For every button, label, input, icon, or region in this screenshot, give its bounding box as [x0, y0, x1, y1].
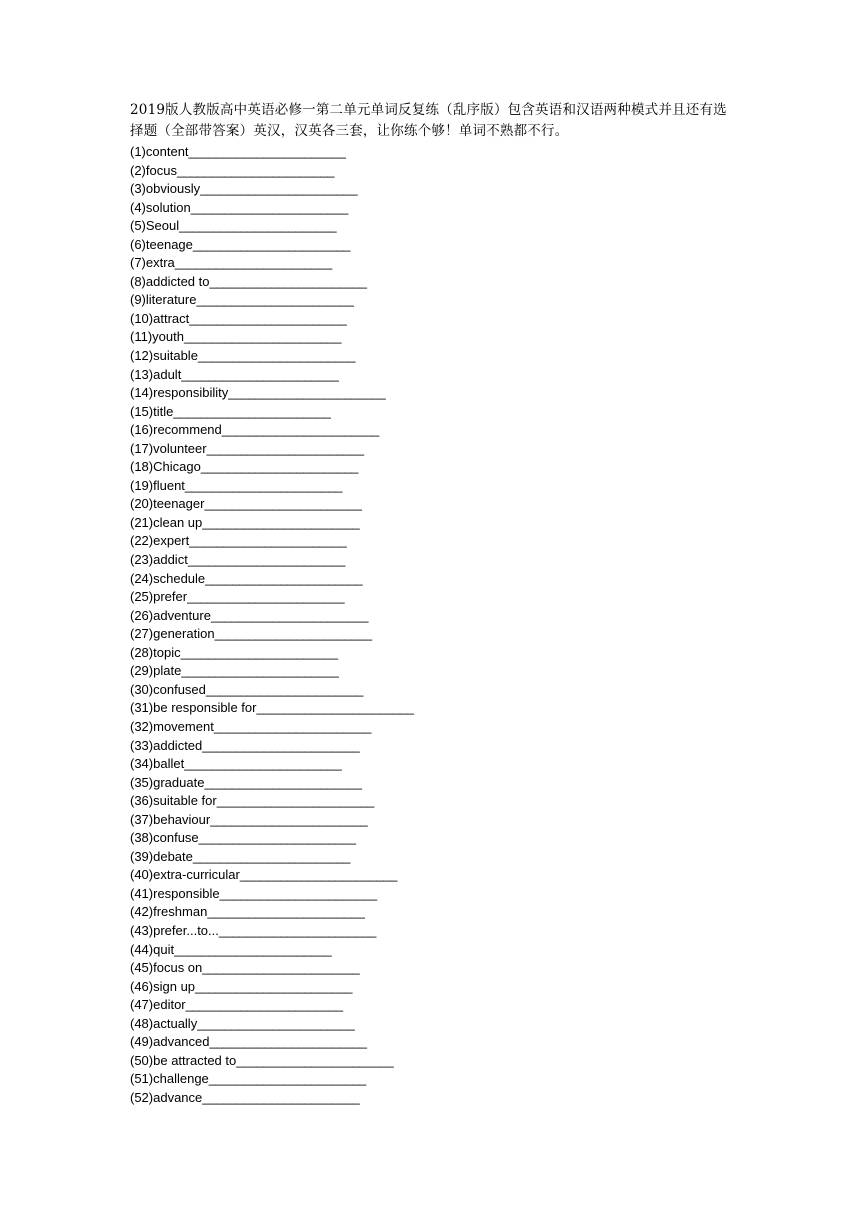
vocabulary-word: (49)advanced	[130, 1034, 210, 1050]
vocabulary-word: (42)freshman	[130, 904, 208, 920]
vocabulary-item	[130, 848, 740, 867]
answer-blank: _______________________	[207, 904, 365, 920]
vocabulary-item	[130, 885, 740, 904]
vocabulary-word: (45)focus on	[130, 960, 203, 976]
vocabulary-word: (18)Chicago	[130, 459, 201, 475]
vocabulary-word: (51)challenge	[130, 1071, 209, 1087]
vocabulary-item	[130, 532, 740, 551]
answer-blank: _______________________	[210, 811, 368, 827]
answer-blank: _______________________	[209, 273, 367, 289]
vocabulary-item	[130, 607, 740, 626]
vocabulary-word: (1)content	[130, 144, 189, 159]
vocabulary-item	[130, 811, 740, 830]
vocabulary-word: (25)prefer	[130, 589, 188, 605]
vocabulary-word: (7)extra	[130, 255, 175, 271]
vocabulary-item	[130, 477, 740, 496]
answer-blank: _______________________	[173, 403, 331, 419]
vocabulary-word: (10)attract	[130, 310, 190, 326]
answer-blank: _______________________	[176, 162, 335, 178]
vocabulary-word: (2)focus	[130, 162, 177, 178]
answer-blank: _______________________	[204, 774, 362, 790]
vocabulary-item	[130, 792, 740, 811]
vocabulary-word: (8)addicted to	[130, 273, 210, 289]
vocabulary-word: (16)recommend	[130, 422, 222, 438]
vocabulary-item	[130, 774, 740, 793]
vocabulary-item	[130, 384, 740, 403]
vocabulary-item	[130, 625, 740, 644]
vocabulary-item	[130, 236, 740, 255]
vocabulary-word: (30)confused	[130, 681, 206, 697]
vocabulary-word: (20)teenager	[130, 496, 205, 512]
vocabulary-word: (50)be attracted to	[130, 1052, 237, 1068]
vocabulary-item	[130, 662, 740, 681]
vocabulary-item	[130, 217, 740, 236]
vocabulary-word: (34)ballet	[130, 756, 185, 772]
answer-blank: _______________________	[200, 181, 358, 197]
vocabulary-word: (32)movement	[130, 718, 214, 734]
vocabulary-word: (37)behaviour	[130, 811, 211, 827]
answer-blank: _______________________	[208, 1071, 366, 1087]
vocabulary-list	[130, 143, 740, 1107]
vocabulary-item	[130, 903, 740, 922]
answer-blank: _______________________	[180, 644, 338, 660]
vocabulary-item	[130, 366, 740, 385]
vocabulary-word: (17)volunteer	[130, 440, 207, 456]
vocabulary-item	[130, 440, 740, 459]
vocabulary-word: (27)generation	[130, 626, 215, 642]
vocabulary-item	[130, 755, 740, 774]
vocabulary-word: (21)clean up	[130, 514, 203, 530]
vocabulary-item	[130, 941, 740, 960]
vocabulary-item	[130, 1033, 740, 1052]
vocabulary-item	[130, 421, 740, 440]
answer-blank: _______________________	[174, 941, 332, 957]
vocabulary-word: (47)editor	[130, 997, 186, 1013]
vocabulary-word: (46)sign up	[130, 978, 196, 994]
answer-blank: _______________________	[181, 366, 339, 382]
vocabulary-item	[130, 514, 740, 533]
vocabulary-item	[130, 495, 740, 514]
answer-blank: _______________________	[202, 1089, 360, 1105]
vocabulary-item	[130, 829, 740, 848]
vocabulary-word: (35)graduate	[130, 774, 205, 790]
vocabulary-item	[130, 291, 740, 310]
vocabulary-item	[130, 737, 740, 756]
answer-blank: _______________________	[183, 329, 342, 345]
answer-blank: _______________________	[188, 144, 346, 159]
vocabulary-word: (39)debate	[130, 848, 193, 864]
vocabulary-item	[130, 922, 740, 941]
answer-blank: _______________________	[197, 348, 356, 364]
vocabulary-word: (33)addicted	[130, 737, 203, 753]
vocabulary-word: (43)prefer...to...	[130, 922, 219, 938]
vocabulary-word: (38)confuse	[130, 830, 199, 846]
answer-blank: _______________________	[189, 533, 347, 549]
document-page	[130, 100, 740, 1107]
answer-blank: _______________________	[216, 793, 374, 809]
vocabulary-word: (28)topic	[130, 644, 181, 660]
vocabulary-item	[130, 1089, 740, 1108]
answer-blank: _______________________	[195, 978, 353, 994]
answer-blank: _______________________	[174, 255, 332, 271]
answer-blank: _______________________	[187, 552, 345, 568]
vocabulary-word: (3)obviously	[130, 181, 201, 197]
answer-blank: _______________________	[202, 737, 360, 753]
vocabulary-word: (29)plate	[130, 663, 182, 679]
answer-blank: _______________________	[209, 1034, 367, 1050]
answer-blank: _______________________	[239, 867, 397, 883]
vocabulary-word: (15)title	[130, 403, 174, 419]
vocabulary-word: (44)quit	[130, 941, 175, 957]
answer-blank: _______________________	[179, 218, 337, 234]
vocabulary-word: (52)advance	[130, 1089, 203, 1105]
vocabulary-item	[130, 699, 740, 718]
vocabulary-item	[130, 996, 740, 1015]
vocabulary-item	[130, 570, 740, 589]
vocabulary-item	[130, 180, 740, 199]
answer-blank: _______________________	[210, 607, 369, 623]
answer-blank: _______________________	[205, 681, 363, 697]
vocabulary-item	[130, 718, 740, 737]
vocabulary-item	[130, 866, 740, 885]
answer-blank: _______________________	[206, 440, 364, 456]
vocabulary-word: (14)responsibility	[130, 385, 229, 401]
vocabulary-item	[130, 681, 740, 700]
answer-blank: _______________________	[192, 236, 350, 252]
vocabulary-item	[130, 254, 740, 273]
vocabulary-item	[130, 347, 740, 366]
vocabulary-item	[130, 978, 740, 997]
vocabulary-word: (22)expert	[130, 533, 190, 549]
answer-blank: _______________________	[181, 663, 339, 679]
vocabulary-item	[130, 273, 740, 292]
answer-blank: _______________________	[202, 960, 360, 976]
vocabulary-item	[130, 162, 740, 181]
answer-blank: _______________________	[228, 385, 386, 401]
document-heading: 2019版人教版高中英语必修一第二单元单词反复练（乱序版）包含英语和汉语两种模式并且还有选择题（全部带答案）英汉，汉英各三套，让你练个够！单词不熟都不行。	[130, 102, 727, 139]
vocabulary-item	[130, 143, 740, 162]
answer-blank: _______________________	[200, 459, 358, 475]
answer-blank: _______________________	[204, 496, 362, 512]
vocabulary-word: (48)actually	[130, 1015, 198, 1031]
answer-blank: _______________________	[184, 477, 343, 493]
vocabulary-item	[130, 588, 740, 607]
vocabulary-word: (9)literature	[130, 292, 197, 308]
answer-blank: _______________________	[192, 848, 350, 864]
vocabulary-word: (5)Seoul	[130, 218, 180, 234]
answer-blank: _______________________	[214, 626, 372, 642]
vocabulary-item	[130, 551, 740, 570]
answer-blank: _______________________	[196, 292, 354, 308]
answer-blank: _______________________	[218, 922, 376, 938]
answer-blank: _______________________	[205, 570, 363, 586]
vocabulary-word: (6)teenage	[130, 236, 193, 252]
vocabulary-word: (12)suitable	[130, 348, 198, 364]
vocabulary-item	[130, 199, 740, 218]
vocabulary-word: (23)addict	[130, 552, 188, 568]
answer-blank: _______________________	[187, 589, 345, 605]
answer-blank: _______________________	[197, 1015, 355, 1031]
answer-blank: _______________________	[236, 1052, 394, 1068]
vocabulary-word: (41)responsible	[130, 885, 220, 901]
vocabulary-word: (40)extra-curricular	[130, 867, 240, 883]
answer-blank: _______________________	[185, 997, 343, 1013]
answer-blank: _______________________	[221, 422, 379, 438]
vocabulary-item	[130, 644, 740, 663]
vocabulary-word: (19)fluent	[130, 477, 185, 493]
vocabulary-item	[130, 458, 740, 477]
vocabulary-word: (4)solution	[130, 199, 191, 215]
answer-blank: _______________________	[219, 885, 377, 901]
answer-blank: _______________________	[198, 830, 356, 846]
answer-blank: _______________________	[202, 514, 360, 530]
answer-blank: _______________________	[213, 718, 371, 734]
vocabulary-item	[130, 1015, 740, 1034]
vocabulary-item	[130, 310, 740, 329]
vocabulary-item	[130, 328, 740, 347]
vocabulary-word: (24)schedule	[130, 570, 206, 586]
answer-blank: _______________________	[190, 199, 348, 215]
vocabulary-item	[130, 959, 740, 978]
answer-blank: _______________________	[184, 756, 342, 772]
vocabulary-word: (11)youth	[130, 329, 184, 345]
vocabulary-word: (26)adventure	[130, 607, 211, 623]
vocabulary-word: (36)suitable for	[130, 793, 217, 809]
answer-blank: _______________________	[189, 310, 347, 326]
vocabulary-word: (13)adult	[130, 366, 182, 382]
answer-blank: _______________________	[256, 700, 414, 716]
vocabulary-item	[130, 1052, 740, 1071]
vocabulary-item	[130, 403, 740, 422]
vocabulary-item	[130, 1070, 740, 1089]
vocabulary-word: (31)be responsible for	[130, 700, 257, 716]
